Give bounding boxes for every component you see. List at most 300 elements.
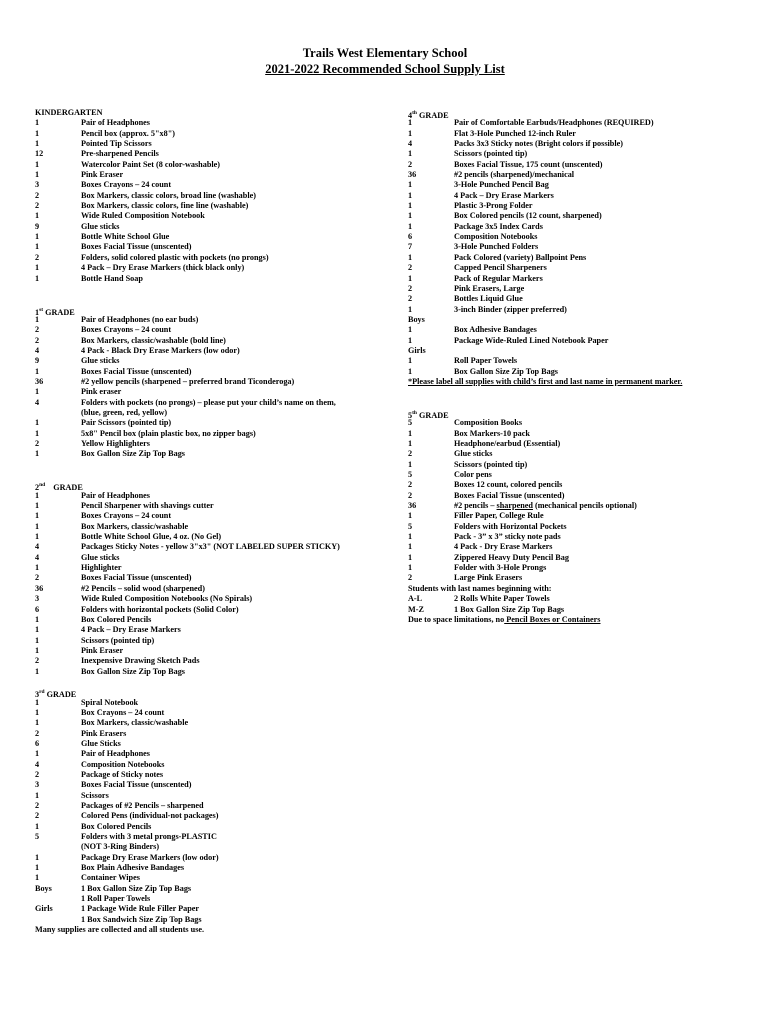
item-description: Glue Sticks	[81, 738, 121, 748]
item-description: Box Markers, classic colors, broad line (washable)	[81, 190, 256, 200]
item-description: Pack Colored (variety) Ballpoint Pens	[454, 252, 587, 262]
item-description: Spiral Notebook	[81, 697, 139, 707]
item-description: Box Colored Pencils	[81, 821, 152, 831]
list-item	[408, 242, 753, 252]
item-quantity: 4	[35, 552, 40, 562]
item-quantity: 36	[408, 170, 417, 180]
list-item	[35, 118, 375, 128]
grade3-footer: Many supplies are collected and all students use.	[35, 925, 205, 935]
list-item	[408, 605, 753, 615]
item-quantity: 1	[35, 863, 40, 873]
item-description: Box Gallon Size Zip Top Bags	[81, 666, 185, 676]
item-quantity: 2	[408, 294, 413, 304]
list-item	[408, 139, 753, 149]
list-item	[35, 149, 375, 159]
list-item	[408, 211, 753, 221]
list-item	[35, 915, 375, 925]
list-item	[35, 232, 375, 242]
item-quantity: Boys	[35, 883, 52, 893]
item-quantity: 36	[35, 376, 44, 386]
item-quantity: 1	[408, 335, 413, 345]
list-item	[35, 656, 375, 666]
item-quantity: 1	[35, 263, 40, 273]
item-description: #2 pencils (sharpened)/mechanical	[454, 170, 575, 180]
list-item	[35, 698, 375, 708]
list-item	[35, 573, 375, 583]
list-item	[35, 729, 375, 739]
item-quantity: 1	[35, 232, 40, 242]
kindergarten-section	[35, 108, 375, 284]
item-quantity: 2	[35, 728, 40, 738]
item-description: Large Pink Erasers	[454, 573, 523, 583]
item-quantity: 7	[408, 242, 413, 252]
item-quantity: 1	[35, 511, 40, 521]
item-quantity: 1	[35, 387, 40, 397]
item-quantity: 1	[35, 314, 40, 324]
item-quantity: 2	[408, 490, 413, 500]
list-item	[35, 863, 375, 873]
item-description: Composition Notebooks	[454, 232, 538, 242]
item-description: 4 Pack - Black Dry Erase Markers (low odor)	[81, 345, 240, 355]
list-item	[408, 263, 753, 273]
list-item	[408, 118, 753, 128]
item-description: Boxes Facial Tissue (unscented)	[81, 573, 192, 583]
list-item	[35, 491, 375, 501]
list-item	[408, 573, 753, 583]
item-quantity: 1	[35, 501, 40, 511]
item-description: Scissors (pointed tip)	[81, 635, 155, 645]
item-description: Glue sticks	[81, 221, 120, 231]
item-quantity: 6	[35, 738, 40, 748]
item-description: Pack of Regular Markers	[454, 273, 543, 283]
item-quantity: 4	[35, 397, 40, 407]
list-item	[35, 501, 375, 511]
list-item	[35, 646, 375, 656]
grade3-section	[35, 687, 375, 935]
item-description: Boxes Facial Tissue (unscented)	[81, 366, 192, 376]
item-description: Pair Scissors (pointed tip)	[81, 418, 172, 428]
list-item	[408, 449, 753, 459]
list-item	[35, 770, 375, 780]
item-quantity: 1	[408, 273, 413, 283]
item-description: Folders, solid colored plastic with pockets (no prongs)	[81, 252, 269, 262]
item-quantity: 2	[35, 252, 40, 262]
item-description: Pair of Comfortable Earbuds/Headphones (REQUIRED)	[454, 118, 654, 128]
list-item	[408, 522, 753, 532]
item-description: Flat 3-Hole Punched 12-inch Ruler	[454, 128, 576, 138]
list-item	[408, 594, 753, 604]
item-description: Color pens	[454, 470, 492, 480]
list-item	[35, 605, 375, 615]
list-item	[408, 129, 753, 139]
item-description: Inexpensive Drawing Sketch Pads	[81, 656, 200, 666]
item-description: Package 3x5 Index Cards	[454, 221, 543, 231]
list-item	[35, 853, 375, 863]
item-quantity: 1	[35, 428, 40, 438]
item-description: Highlighter	[81, 563, 122, 573]
item-quantity: 1	[35, 852, 40, 862]
item-quantity: 1	[35, 635, 40, 645]
item-description: Wide Ruled Composition Notebook	[81, 211, 205, 221]
item-quantity: 2	[408, 159, 413, 169]
item-quantity: 1	[408, 366, 413, 376]
grade5-space-note: Due to space limitations, no Pencil Boxes or Containers	[408, 614, 601, 624]
item-description: Boxes Crayons – 24 count	[81, 325, 172, 335]
item-description: Packages of #2 Pencils – sharpened	[81, 801, 204, 811]
item-quantity: 5	[408, 418, 413, 428]
item-quantity: 1	[35, 707, 40, 717]
item-description: Pink eraser	[81, 387, 122, 397]
list-title: 2021-2022 Recommended School Supply List	[265, 62, 505, 76]
list-item	[35, 884, 375, 894]
grade1-heading: 1st GRADE	[35, 306, 75, 317]
list-item	[408, 294, 753, 304]
item-quantity: 1	[35, 821, 40, 831]
list-item	[35, 532, 375, 542]
list-item	[35, 584, 375, 594]
item-description: Glue sticks	[454, 449, 493, 459]
list-item	[35, 522, 375, 532]
list-item	[35, 873, 375, 883]
item-quantity: 1	[35, 128, 40, 138]
item-description: Pointed Tip Scissors	[81, 139, 152, 149]
item-quantity: 2	[408, 283, 413, 293]
item-quantity: 1	[408, 428, 413, 438]
item-description: 1 Box Sandwich Size Zip Top Bags	[81, 914, 202, 924]
item-description: Glue sticks	[81, 552, 120, 562]
list-item	[35, 553, 375, 563]
item-description: 4 Pack - Dry Erase Markers	[454, 542, 553, 552]
list-item	[408, 532, 753, 542]
list-item	[35, 749, 375, 759]
list-item	[35, 387, 375, 397]
list-item	[35, 418, 375, 428]
item-description: Package Wide-Ruled Lined Notebook Paper	[454, 335, 609, 345]
item-quantity: 1	[35, 449, 40, 459]
item-description: Package Dry Erase Markers (low odor)	[81, 852, 219, 862]
item-description: Roll Paper Towels	[454, 356, 518, 366]
item-quantity: 12	[35, 149, 44, 159]
item-quantity: 2	[35, 656, 40, 666]
item-description: Plastic 3-Prong Folder	[454, 201, 533, 211]
school-name: Trails West Elementary School	[302, 46, 468, 60]
list-item	[35, 832, 375, 842]
item-quantity: 2	[35, 335, 40, 345]
grade4-heading: 4th GRADE	[408, 110, 449, 120]
list-item	[35, 325, 375, 335]
item-description: Folder with 3-Hole Prongs	[454, 563, 547, 573]
item-quantity: 2	[35, 190, 40, 200]
item-quantity: 1	[35, 749, 40, 759]
list-item	[35, 822, 375, 832]
item-quantity: 4	[35, 759, 40, 769]
item-description: Scissors (pointed tip)	[454, 149, 528, 159]
item-quantity: 5	[408, 521, 413, 531]
list-item	[35, 201, 375, 211]
list-item	[408, 356, 753, 366]
grade5-lastname-intro: Students with last names beginning with:	[408, 583, 552, 593]
item-description: Zippered Heavy Duty Pencil Bag	[454, 552, 569, 562]
list-item	[408, 460, 753, 470]
list-item	[35, 160, 375, 170]
list-item	[408, 439, 753, 449]
item-quantity: 1	[408, 190, 413, 200]
list-item	[35, 780, 375, 790]
item-description: Pair of Headphones	[81, 118, 150, 128]
item-quantity: A-L	[408, 594, 423, 604]
list-item	[408, 470, 753, 480]
item-quantity: 1	[35, 873, 40, 883]
item-quantity: Girls	[35, 904, 53, 914]
item-description: Yellow Highlighters	[81, 439, 150, 448]
item-quantity: 1	[408, 211, 413, 221]
item-description: Box Colored Pencils	[81, 614, 152, 624]
item-description: Pink Erasers, Large	[454, 283, 525, 293]
item-quantity: 2	[35, 439, 40, 448]
list-item	[408, 180, 753, 190]
item-quantity: 1	[35, 718, 40, 728]
list-item	[35, 274, 375, 284]
item-quantity: 1	[35, 211, 40, 221]
grade4-label-note: *Please label all supplies with child’s first and last name in permanent marker.	[408, 376, 683, 386]
item-description: Watercolor Paint Set (8 color-washable)	[81, 159, 221, 169]
item-description: Boxes Facial Tissue (unscented)	[81, 780, 192, 790]
item-description: Boxes Facial Tissue, 175 count (unscented)	[454, 159, 603, 169]
item-quantity: 1	[35, 118, 40, 128]
item-description: Pair of Headphones	[81, 749, 150, 759]
item-quantity: 1	[408, 356, 413, 366]
list-item	[35, 191, 375, 201]
item-quantity: 1	[35, 790, 40, 800]
item-description: Pencil Sharpener with shavings cutter	[81, 501, 214, 511]
item-quantity: 1	[408, 532, 413, 542]
item-quantity: 1	[35, 366, 40, 376]
grade1-section	[35, 305, 375, 460]
list-item	[408, 149, 753, 159]
item-quantity: 1	[408, 149, 413, 159]
item-quantity: 2	[408, 480, 413, 490]
list-item	[408, 232, 753, 242]
item-quantity: 1	[408, 459, 413, 469]
list-item	[408, 563, 753, 573]
item-quantity: 1	[408, 252, 413, 262]
item-description: Packages Sticky Notes - yellow 3"x3" (NOT LABELED SUPER STICKY)	[81, 542, 340, 552]
item-description: Pack - 3” x 3” sticky note pads	[454, 532, 561, 542]
list-item	[35, 222, 375, 232]
item-quantity: 9	[35, 221, 40, 231]
item-description: Pink Eraser	[81, 645, 124, 655]
item-quantity: 2	[408, 573, 413, 583]
list-item	[408, 336, 753, 346]
item-description: Box Adhesive Bandages	[454, 325, 537, 335]
item-quantity: 2	[35, 325, 40, 335]
item-quantity: 1	[35, 418, 40, 428]
list-item	[35, 439, 375, 449]
item-quantity: 1	[408, 511, 413, 521]
item-quantity: M-Z	[408, 604, 424, 614]
item-description: 3-Hole Punched Pencil Bag	[454, 180, 549, 190]
list-item	[408, 274, 753, 284]
item-quantity: 2	[35, 801, 40, 811]
item-description: Bottle White School Glue	[81, 232, 170, 242]
item-quantity: 1	[35, 666, 40, 676]
item-description: Box Crayons – 24 count	[81, 707, 165, 717]
item-description: #2 yellow pencils (sharpened – preferred brand Ticonderoga)	[81, 376, 295, 386]
list-item	[408, 325, 753, 335]
list-item	[408, 367, 753, 377]
item-description: Box Gallon Size Zip Top Bags	[454, 366, 558, 376]
item-quantity: 4	[408, 139, 413, 149]
list-item	[35, 398, 375, 408]
grade5-heading: 5th GRADE	[408, 409, 449, 420]
item-quantity: 1	[408, 552, 413, 562]
item-description: Capped Pencil Sharpeners	[454, 263, 547, 273]
list-item: 36 #2 pencils – sharpened (mechanical pencils optional)	[408, 501, 637, 511]
item-quantity: 2	[408, 263, 413, 273]
item-quantity: 1	[35, 645, 40, 655]
item-quantity: 1	[35, 625, 40, 635]
item-quantity: 3	[35, 780, 40, 790]
item-description: Box Markers, classic/washable	[81, 521, 189, 531]
item-quantity: 1	[35, 563, 40, 573]
item-quantity: 2	[35, 201, 40, 211]
grade4-section	[408, 108, 753, 387]
item-description: Packs 3x3 Sticky notes (Bright colors if possible)	[454, 139, 623, 149]
item-description: Bottle Hand Soap	[81, 273, 143, 283]
item-description: Composition Notebooks	[81, 759, 165, 769]
item-description: 3-Hole Punched Folders	[454, 242, 539, 252]
item-description: 4 Pack – Dry Erase Markers	[81, 625, 181, 635]
item-quantity: 1	[408, 128, 413, 138]
item-quantity: 2	[408, 449, 413, 459]
item-description: Scissors (pointed tip)	[454, 459, 528, 469]
item-quantity: 1	[35, 159, 40, 169]
item-description: Box Markers, classic/washable (bold line)	[81, 335, 226, 345]
item-quantity: 1	[35, 490, 40, 500]
item-quantity: 2	[35, 770, 40, 779]
list-item	[35, 594, 375, 604]
item-description: (blue, green, red, yellow)	[81, 407, 168, 417]
grade4-girls-label: Girls	[408, 345, 426, 355]
item-description: Boxes Crayons – 24 count	[81, 180, 172, 190]
list-item	[408, 429, 753, 439]
list-item	[408, 253, 753, 263]
grade2-section	[35, 480, 375, 677]
list-item	[35, 894, 375, 904]
item-quantity: 1	[408, 563, 413, 573]
list-item	[35, 429, 375, 439]
list-item	[35, 253, 375, 263]
item-quantity: 1	[35, 242, 40, 252]
list-item	[408, 284, 753, 294]
list-item	[35, 542, 375, 552]
item-quantity: 1	[408, 180, 413, 190]
list-item	[35, 615, 375, 625]
item-quantity: 6	[408, 232, 413, 242]
item-quantity: 1	[408, 304, 413, 314]
list-item	[35, 129, 375, 139]
item-description: Folders with Horizontal Pockets	[454, 521, 567, 531]
list-item	[35, 760, 375, 770]
list-item	[408, 191, 753, 201]
item-description: Pink Eraser	[81, 170, 124, 180]
item-description: 4 Pack – Dry Erase Markers	[454, 190, 554, 200]
item-quantity: 9	[35, 356, 40, 366]
list-item	[35, 842, 375, 852]
item-quantity: 1	[35, 170, 40, 180]
list-item	[35, 667, 375, 677]
item-quantity: 1	[35, 697, 40, 707]
item-description: 1 Package Wide Rule Filler Paper	[81, 904, 200, 914]
item-description: Scissors	[81, 790, 109, 800]
kindergarten-heading: KINDERGARTEN	[35, 108, 103, 117]
item-description: 1 Box Gallon Size Zip Top Bags	[81, 883, 192, 893]
list-item	[408, 511, 753, 521]
item-description: Headphone/earbud (Essential)	[454, 439, 561, 448]
grade5-section	[408, 408, 753, 625]
item-description: (NOT 3-Ring Binders)	[81, 842, 160, 852]
item-description: Wide Ruled Composition Notebooks (No Spirals)	[81, 594, 253, 604]
item-description: 1 Roll Paper Towels	[81, 894, 151, 904]
list-item	[35, 139, 375, 149]
item-quantity: 1	[408, 542, 413, 552]
list-item	[408, 160, 753, 170]
list-item	[35, 377, 375, 387]
item-quantity: 36	[35, 583, 44, 593]
list-item	[35, 346, 375, 356]
item-description: Box Colored pencils (12 count, sharpened)	[454, 211, 602, 221]
item-quantity: 1	[35, 521, 40, 531]
item-description: Pair of Headphones	[81, 490, 150, 500]
item-quantity: 1	[35, 532, 40, 542]
item-quantity: 1	[408, 325, 413, 335]
list-item	[35, 315, 375, 325]
item-quantity: 1	[408, 201, 413, 211]
item-description: Folders with horizontal pockets (Solid Color)	[81, 604, 239, 614]
list-item	[35, 511, 375, 521]
item-description: Boxes Facial Tissue (unscented)	[81, 242, 192, 252]
list-item	[408, 418, 753, 428]
list-item	[35, 563, 375, 573]
item-quantity: 5	[408, 470, 413, 480]
item-quantity: 2	[35, 573, 40, 583]
item-description: Composition Books	[454, 418, 523, 428]
item-description: Filler Paper, College Rule	[454, 511, 544, 521]
item-description: Pink Erasers	[81, 728, 127, 738]
item-description: Folders with pockets (no prongs) – please put your child’s name on them,	[81, 397, 336, 407]
item-description: Container Wipes	[81, 873, 140, 883]
item-description: 3-inch Binder (zipper preferred)	[454, 304, 567, 314]
list-item	[408, 553, 753, 563]
item-description: Pre-sharpened Pencils	[81, 149, 159, 159]
list-item	[408, 480, 753, 490]
list-item	[35, 739, 375, 749]
list-item	[35, 811, 375, 821]
item-quantity: 3	[35, 594, 40, 604]
list-item	[408, 542, 753, 552]
item-description: Box Markers-10 pack	[454, 428, 530, 438]
list-item	[35, 263, 375, 273]
item-description: #2 Pencils – solid wood (sharpened)	[81, 583, 205, 593]
item-quantity: 4	[35, 345, 40, 355]
list-item	[35, 904, 375, 914]
list-item	[35, 336, 375, 346]
item-description: Box Markers, classic colors, fine line (washable)	[81, 201, 249, 211]
list-item	[408, 201, 753, 211]
item-quantity: 6	[35, 604, 40, 614]
list-item	[35, 449, 375, 459]
item-description: 4 Pack – Dry Erase Markers (thick black only)	[81, 263, 245, 273]
